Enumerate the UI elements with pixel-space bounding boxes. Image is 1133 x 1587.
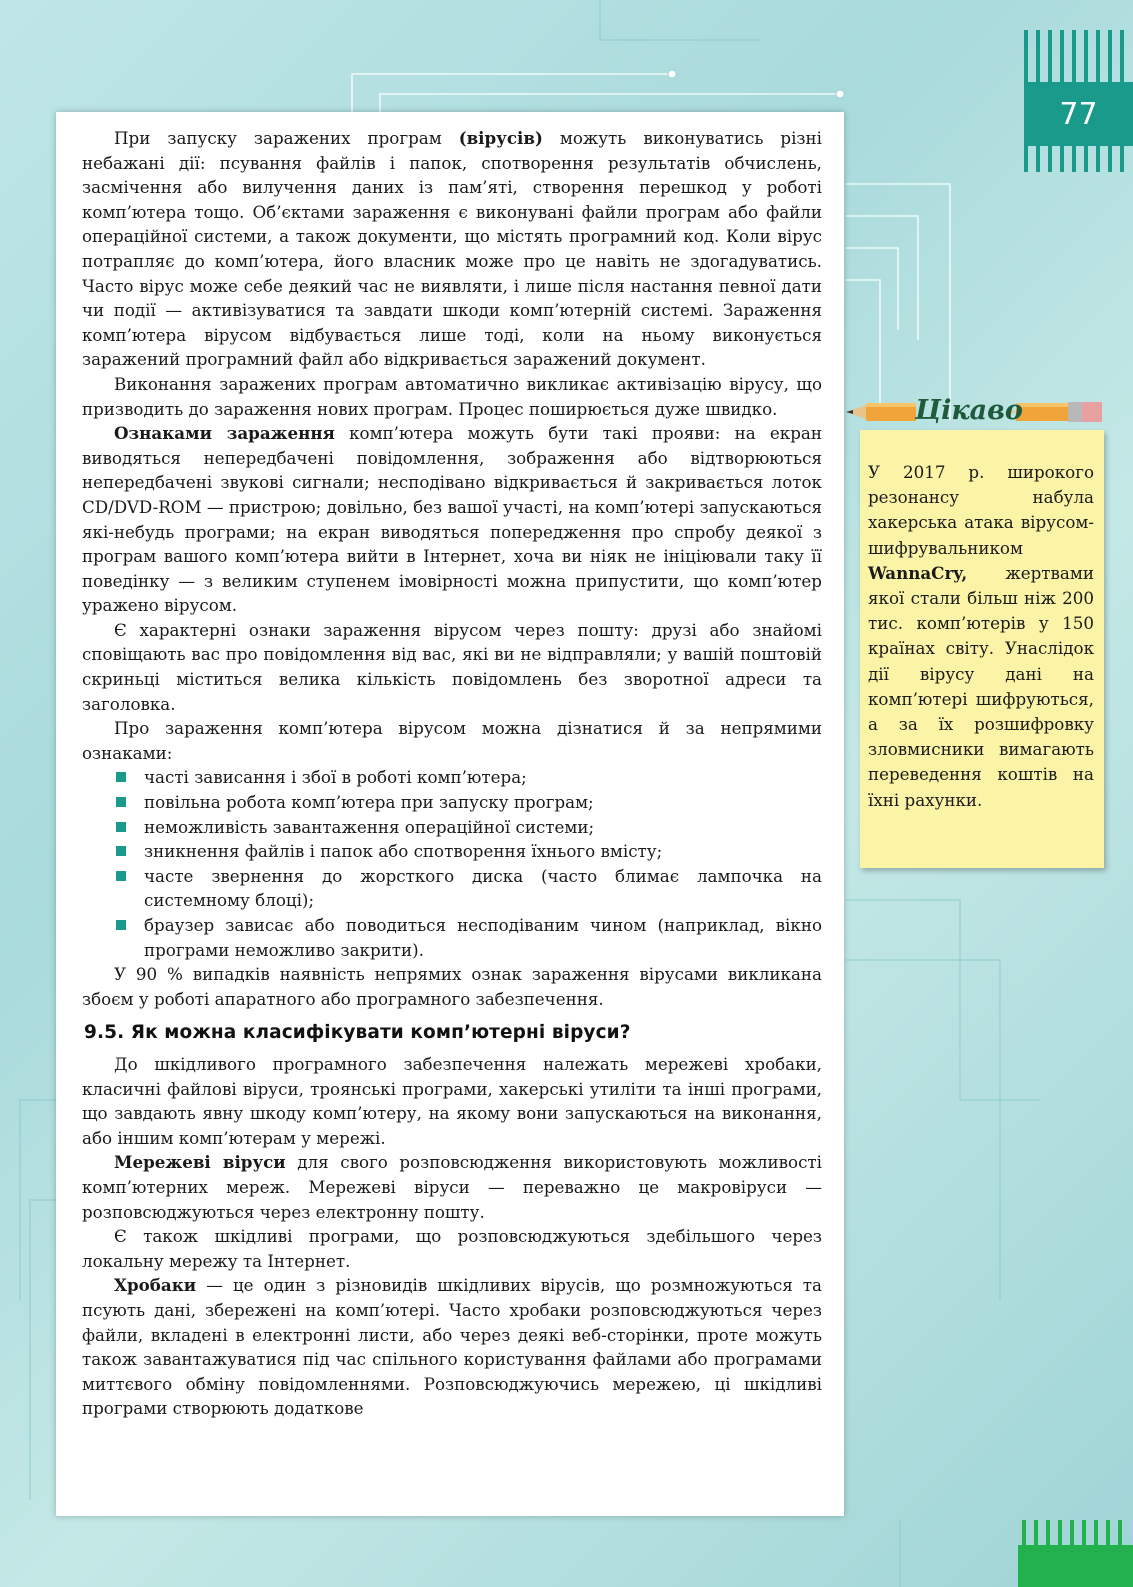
interesting-fact-note: [860, 430, 1104, 868]
bullet-square-icon: [116, 846, 126, 856]
indirect-signs-list: [82, 765, 822, 962]
paragraph-7: До шкідливого програмного забезпечення належать мережеві хробаки, класичні файлові віруси, троянські програми, хакерські утиліти та інші програми, що завдають явну шкоду комп’ютеру, на якому вони запускаються на виконання, або іншим комп’ютерам у мережі.: [82, 1053, 822, 1148]
bullet-square-icon: [116, 871, 126, 881]
list-item: повільна робота комп’ютера при запуску програм;: [116, 790, 822, 815]
bold-term-worms: Хробаки: [114, 1275, 197, 1296]
page-number: 77: [1024, 82, 1133, 146]
list-item: неможливість завантаження операційної системи;: [116, 815, 822, 840]
paragraph-9: Є також шкідливі програми, що розповсюджуються здебільшого через локальну мережу та Інтернет.: [82, 1226, 822, 1271]
paragraph-1: При запуску заражених програм (вірусів) можуть виконуватись різні небажані дії: псування файлів і папок, спотворення результатів обчислень, засмічення або вилучення даних із пам’яті, створення перешкод у роботі комп’ютера тощо. Об’єктами зараження є виконувані файли програм або файли операційної системи, а також документи, що містять програмний код. Коли вірус потрапляє до комп’ютера, його власник може про це навіть не здогадуватись. Часто вірус може себе деякий час не виявляти, і лише після настання певної дати чи події — активізуватися та завдати шкоди комп’ютерній системі. Зараження комп’ютера вірусом відбувається лише тоді, коли на ньому виконується заражений програмний файл або відкривається заражений документ.: [82, 128, 822, 370]
paragraph-5: Про зараження комп’ютера вірусом можна дізнатися й за непрямими ознаками:: [82, 718, 822, 763]
list-item: браузер зависає або поводиться несподіваним чином (наприклад, вікно програми неможливо закрити).: [116, 913, 822, 962]
bold-term-network-viruses: Мережеві віруси: [114, 1152, 286, 1173]
bold-term-viruses: (вірусів): [458, 128, 543, 148]
text-column: [82, 126, 822, 1421]
main-text-page: [56, 112, 844, 1516]
paragraph-6: У 90 % випадків наявність непрямих ознак зараження вірусами викликана збоєм у роботі апаратного або програмного забезпечення.: [82, 964, 822, 1009]
section-heading: 9.5. Як можна класифікувати комп’ютерні віруси?: [84, 1022, 631, 1044]
note-title: Цікаво: [915, 395, 1023, 426]
bullet-square-icon: [116, 822, 126, 832]
bullet-square-icon: [116, 797, 126, 807]
bold-term-wannacry: WannaCry,: [868, 562, 968, 583]
paragraph-8: Мережеві віруси для свого розповсюдження використовують можливості комп’ютерних мереж. Мережеві віруси — переважно це макровіруси — розповсюджуються через електронну пошту.: [82, 1152, 822, 1222]
list-item: зникнення файлів і папок або спотворення їхнього вмісту;: [116, 839, 822, 864]
paragraph-10: Хробаки — це один з різновидів шкідливих вірусів, що розмножуються та псують дані, збережені на комп’ютері. Часто хробаки розповсюджуються через файли, вкладені в електронні листи, або через деякі веб-сторінки, проте можуть також завантажуватися під час спільного користування файлами або програмами миттєвого обміну повідомленнями. Розповсюджуючись мережею, ці шкідливі програми створюють додаткове: [82, 1275, 822, 1419]
paragraph-4: Є характерні ознаки зараження вірусом через пошту: друзі або знайомі сповіщають вас про повідомлення від вас, які ви не відправляли; у вашій поштовій скриньці міститься велика кількість повідомлень без зворотної адреси та заголовка.: [82, 619, 822, 714]
bullet-square-icon: [116, 772, 126, 782]
bullet-square-icon: [116, 920, 126, 930]
bold-term-signs: Ознаками зараження: [114, 423, 335, 444]
note-text: У 2017 р. широкого резонансу набула хакерська атака вірусом-шифрувальником WannaCry, жертвами якої стали більш ніж 200 тис. комп’ютерів у 150 країнах світу. Унаслідок дії вірусу дані на комп’ютері шифруються, а за їх розшифровку зловмисники вимагають переведення коштів на їхні рахунки.: [868, 462, 1094, 810]
list-item: часті зависання і збої в роботі комп’ютера;: [116, 765, 822, 790]
paragraph-2: Виконання заражених програм автоматично викликає активізацію вірусу, що призводить до зараження нових програм. Процес поширюється дуже швидко.: [82, 373, 822, 419]
paragraph-3: Ознаками зараження комп’ютера можуть бути такі прояви: на екран виводяться непередбачені повідомлення, зображення або відтворюються непередбачені звукові сигнали; несподівано відкривається й закривається лоток CD/DVD-ROM — пристрою; довільно, без вашої участі, на комп’ютері запускаються які-небудь програми; на екран виводяться попередження про спробу деякої з програм вашого комп’ютера вийти в Інтернет, хоча ви ніяк не ініціювали таку її поведінку — з великим ступенем імовірності можна припустити, що комп’ютер уражено вірусом.: [82, 423, 822, 616]
list-item: часте звернення до жорсткого диска (часто блимає лампочка на системному блоці);: [116, 864, 822, 913]
